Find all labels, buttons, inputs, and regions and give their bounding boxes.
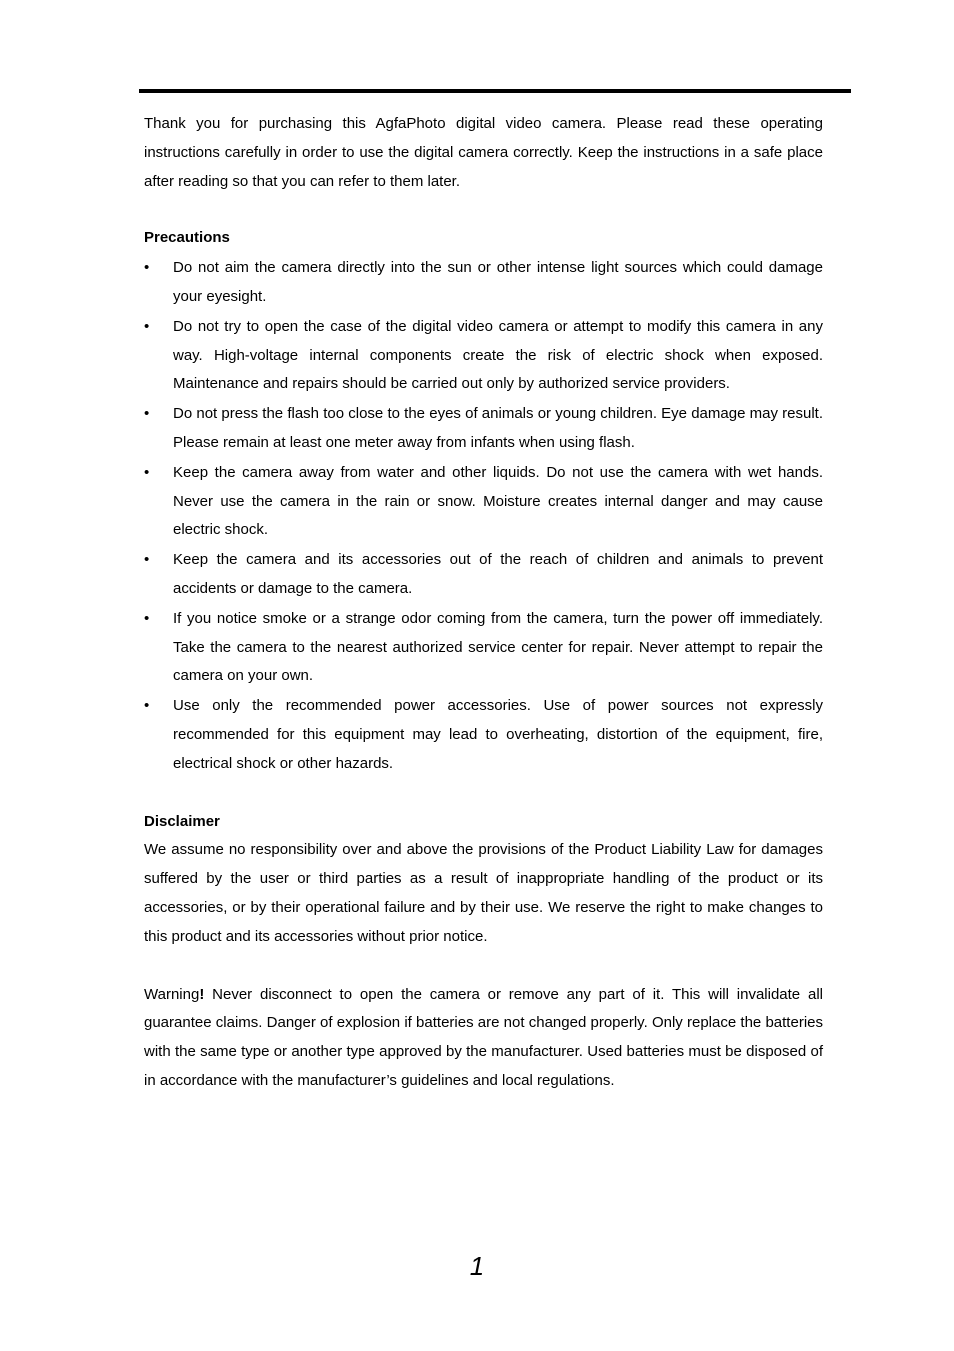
disclaimer-heading: Disclaimer <box>144 812 220 830</box>
warning-exclamation: ! <box>199 985 205 1003</box>
list-item-text: Do not press the flash too close to the eyes of animals or young children. Eye damage may result. Please remain at least one meter away from infants when using flash. <box>173 405 823 451</box>
precautions-section <box>144 224 823 778</box>
page-number: 1 <box>469 1251 485 1281</box>
list-item <box>144 459 823 545</box>
list-item-text: Keep the camera and its accessories out of the reach of children and animals to prevent accidents or damage to the camera. <box>173 551 823 597</box>
header-rule <box>139 89 851 93</box>
bullet-icon: • <box>144 317 150 335</box>
disclaimer-section <box>144 808 823 952</box>
list-item <box>144 605 823 691</box>
bullet-icon: • <box>144 259 150 277</box>
precautions-list <box>144 254 823 778</box>
list-item <box>144 313 823 399</box>
intro-paragraph: Thank you for purchasing this AgfaPhoto digital video camera. Please read these operating instructions carefully in order to use the digital camera correctly. Keep the instructions in a safe place after reading so that you can refer to them later. <box>144 115 823 190</box>
warning-label: Warning <box>144 985 200 1003</box>
bullet-icon: • <box>144 697 150 715</box>
list-item-text: Do not try to open the case of the digital video camera or attempt to modify this camera in any way. High-voltage internal components create the risk of electric shock when exposed. Maintenance and repairs should be carried out only by authorized service providers. <box>173 317 823 393</box>
list-item <box>144 254 823 312</box>
bullet-icon: • <box>144 463 150 481</box>
warning-text: Never disconnect to open the camera or remove any part of it. This will invalidate all guarantee claims. Danger of explosion if batteries are not changed properly. Only replace the batteries with the same type or another type approved by the manufacturer. Used batteries must be disposed of in accordance with the manufacturer’s guidelines and local regulations. <box>144 985 823 1089</box>
list-item <box>144 692 823 778</box>
list-item-text: Do not aim the camera directly into the sun or other intense light sources which could damage your eyesight. <box>173 259 823 305</box>
list-item <box>144 400 823 458</box>
bullet-icon: • <box>144 551 150 569</box>
warning-section <box>144 981 823 1096</box>
list-item-text: Use only the recommended power accessories. Use of power sources not expressly recommended for this equipment may lead to overheating, distortion of the equipment, fire, electrical shock or other hazards. <box>173 697 823 772</box>
precautions-heading: Precautions <box>144 229 230 247</box>
bullet-icon: • <box>144 609 150 627</box>
list-item-text: If you notice smoke or a strange odor coming from the camera, turn the power off immediately. Take the camera to the nearest authorized service center for repair. Never attempt to repair the camera on your own. <box>173 609 823 685</box>
list-item-text: Keep the camera away from water and other liquids. Do not use the camera with wet hands. Never use the camera in the rain or snow. Moisture creates internal danger and may cause electric shock. <box>173 463 823 539</box>
bullet-icon: • <box>144 405 150 423</box>
disclaimer-paragraph: We assume no responsibility over and above the provisions of the Product Liability Law for damages suffered by the user or third parties as a result of inappropriate handling of the product or its accessories, or by their operational failure and by their use. We reserve the right to make changes to this product and its accessories without prior notice. <box>144 841 823 945</box>
list-item <box>144 546 823 604</box>
warning-paragraph <box>144 981 823 1096</box>
page-content <box>144 110 823 1096</box>
